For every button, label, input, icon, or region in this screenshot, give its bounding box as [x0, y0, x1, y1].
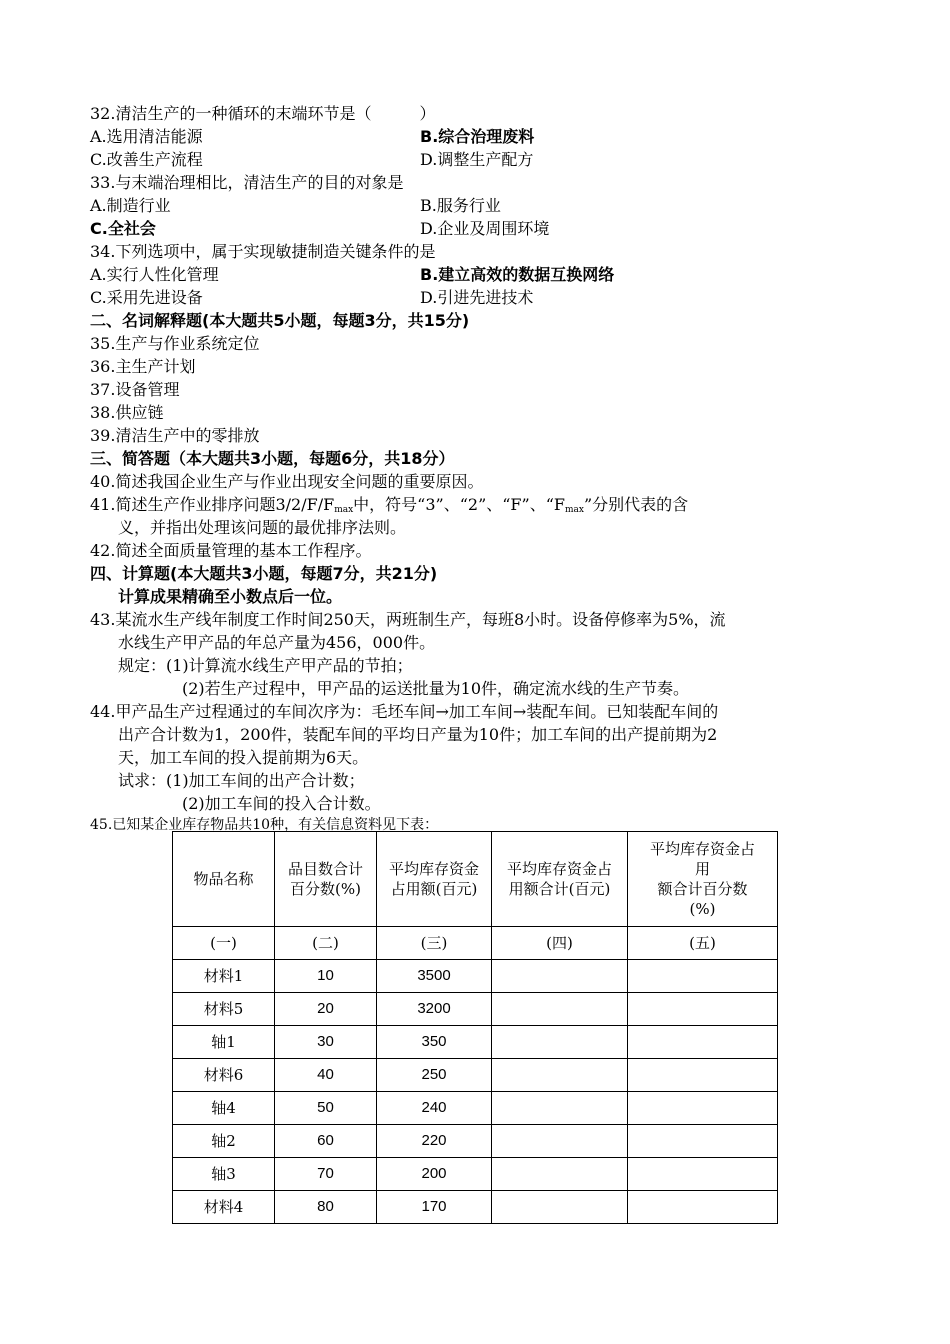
item-count-pct-cell: 70 [275, 1158, 377, 1191]
q38: 38.供应链 [90, 403, 164, 422]
table-row [173, 1059, 778, 1092]
header-text: 平均库存资金占 [649, 840, 755, 858]
q43-line2: 水线生产甲产品的年总产量为456，000件。 [118, 633, 436, 652]
q34-stem: 34.下列选项中，属于实现敏捷制造关键条件的是 [90, 242, 436, 261]
item-name-cell: 材料5 [173, 993, 275, 1026]
section-4-title: 四、计算题(本大题共3小题，每题7分，共21分) [90, 564, 438, 583]
q41-part-c: ”分别代表的含 [583, 495, 689, 514]
q41-line1 [90, 493, 870, 516]
q32-option-b: B.综合治理废料 [420, 127, 535, 146]
q44-line1: 44.甲产品生产过程通过的车间次序为：毛坯车间→加工车间→装配车间。已知装配车间的 [90, 702, 719, 721]
avg-inventory-cell: 350 [377, 1026, 492, 1059]
item-name-cell: 轴1 [173, 1026, 275, 1059]
table-row [173, 1026, 778, 1059]
cumulative-pct-cell [628, 1059, 778, 1092]
q33-option-a: A.制造行业 [90, 196, 171, 215]
section-4-note: 计算成果精确至小数点后一位。 [118, 587, 343, 606]
cumulative-pct-cell [628, 1125, 778, 1158]
q43-req2: (2)若生产过程中，甲产品的运送批量为10件，确定流水线的生产节奏。 [182, 679, 690, 698]
avg-inventory-cell: 250 [377, 1059, 492, 1092]
subheader-cell: (一) [173, 927, 275, 960]
header-text: 百分数(%) [290, 880, 361, 898]
avg-inventory-cell: 3500 [377, 960, 492, 993]
q32-option-a: A.选用清洁能源 [90, 127, 203, 146]
q33-option-c: C.全社会 [90, 219, 156, 238]
cumulative-cell [492, 960, 628, 993]
item-count-pct-cell: 20 [275, 993, 377, 1026]
q34-option-c: C.采用先进设备 [90, 288, 203, 307]
q32-options-cd [90, 148, 870, 171]
q40: 40.简述我国企业生产与作业出现安全问题的重要原因。 [90, 472, 484, 491]
inventory-table [172, 831, 778, 1224]
table-row [173, 1191, 778, 1224]
q33-option-b: B.服务行业 [420, 196, 501, 215]
q43-req1: 规定：(1)计算流水线生产甲产品的节拍； [118, 656, 413, 675]
q34-option-a: A.实行人性化管理 [90, 265, 219, 284]
subheader-cell: (五) [628, 927, 778, 960]
avg-inventory-cell: 200 [377, 1158, 492, 1191]
header-item-name [173, 832, 275, 927]
cumulative-cell [492, 1092, 628, 1125]
q32-stem: 32.清洁生产的一种循环的末端环节是（ ） [90, 104, 436, 123]
header-text: (%) [689, 900, 716, 918]
cumulative-pct-cell [628, 1158, 778, 1191]
avg-inventory-cell: 240 [377, 1092, 492, 1125]
subheader-cell: (二) [275, 927, 377, 960]
q33-options-cd [90, 217, 870, 240]
header-text: 额合计百分数 [657, 880, 748, 898]
item-count-pct-cell: 30 [275, 1026, 377, 1059]
cumulative-cell [492, 1125, 628, 1158]
table-row [173, 1125, 778, 1158]
q41-subscript-2: max [565, 505, 584, 515]
item-name-cell: 轴3 [173, 1158, 275, 1191]
q44-line2: 出产合计数为1，200件，装配车间的平均日产量为10件；加工车间的出产提前期为2 [118, 725, 718, 744]
table-row [173, 960, 778, 993]
cumulative-pct-cell [628, 1191, 778, 1224]
avg-inventory-cell: 170 [377, 1191, 492, 1224]
table-row [173, 1092, 778, 1125]
cumulative-cell [492, 1191, 628, 1224]
q34-option-b: B.建立高效的数据互换网络 [420, 265, 615, 284]
q34-option-d: D.引进先进技术 [420, 288, 534, 307]
section-2-title: 二、名词解释题(本大题共5小题，每题3分，共15分) [90, 311, 470, 330]
q36: 36.主生产计划 [90, 357, 196, 376]
q44-req1: 试求：(1)加工车间的出产合计数； [118, 771, 365, 790]
header-avg-inventory-pct [628, 832, 778, 927]
cumulative-pct-cell [628, 1026, 778, 1059]
subheader-cell: (四) [492, 927, 628, 960]
avg-inventory-cell: 3200 [377, 993, 492, 1026]
table-subheader-row [173, 927, 778, 960]
q35: 35.生产与作业系统定位 [90, 334, 260, 353]
item-count-pct-cell: 40 [275, 1059, 377, 1092]
item-name-cell: 材料1 [173, 960, 275, 993]
header-item-count-pct [275, 832, 377, 927]
exam-page [90, 102, 870, 835]
header-text: 用额合计(百元) [508, 880, 611, 898]
cumulative-cell [492, 1026, 628, 1059]
cumulative-cell [492, 1059, 628, 1092]
cumulative-pct-cell [628, 960, 778, 993]
item-count-pct-cell: 50 [275, 1092, 377, 1125]
q44-line3: 天，加工车间的投入提前期为6天。 [118, 748, 369, 767]
item-name-cell: 轴4 [173, 1092, 275, 1125]
q32-option-c: C.改善生产流程 [90, 150, 203, 169]
q32-options-ab [90, 125, 870, 148]
q41-subscript-1: max [334, 505, 354, 515]
q39: 39.清洁生产中的零排放 [90, 426, 260, 445]
q42: 42.简述全面质量管理的基本工作程序。 [90, 541, 372, 560]
cumulative-cell [492, 993, 628, 1026]
cumulative-pct-cell [628, 993, 778, 1026]
table-row [173, 993, 778, 1026]
item-count-pct-cell: 10 [275, 960, 377, 993]
q45-stem: 45.已知某企业库存物品共10种，有关信息资料见下表： [90, 817, 439, 833]
item-count-pct-cell: 60 [275, 1125, 377, 1158]
item-name-cell: 轴2 [173, 1125, 275, 1158]
q32-option-d: D.调整生产配方 [420, 150, 534, 169]
q41-part-a: 41.简述生产作业排序问题3/2/F/F [90, 495, 335, 514]
q41-line2: 义，并指出处理该问题的最优排序法则。 [118, 518, 407, 537]
header-avg-inventory-total [492, 832, 628, 927]
q33-option-d: D.企业及周围环境 [420, 219, 550, 238]
q33-stem: 33.与末端治理相比，清洁生产的目的对象是 [90, 173, 404, 192]
section-3-title: 三、简答题（本大题共3小题，每题6分，共18分） [90, 449, 455, 468]
table-header-row [173, 832, 778, 927]
header-text: 平均库存资金占 [506, 860, 612, 878]
cumulative-pct-cell [628, 1092, 778, 1125]
q34-options-ab [90, 263, 870, 286]
q44-req2: (2)加工车间的投入合计数。 [182, 794, 381, 813]
header-text: 平均库存资金 [388, 860, 479, 878]
header-text: 占用额(百元) [390, 880, 478, 898]
header-avg-inventory [377, 832, 492, 927]
q33-options-ab [90, 194, 870, 217]
item-name-cell: 材料4 [173, 1191, 275, 1224]
q34-options-cd [90, 286, 870, 309]
cumulative-cell [492, 1158, 628, 1191]
item-count-pct-cell: 80 [275, 1191, 377, 1224]
header-text: 物品名称 [193, 870, 254, 888]
table-row [173, 1158, 778, 1191]
item-name-cell: 材料6 [173, 1059, 275, 1092]
avg-inventory-cell: 220 [377, 1125, 492, 1158]
q43-line1: 43.某流水生产线年制度工作时间250天，两班制生产，每班8小时。设备停修率为5%，流 [90, 610, 726, 629]
q41-part-b: 中，符号“3”、“2”、“F”、“F [353, 495, 565, 514]
subheader-cell: (三) [377, 927, 492, 960]
header-text: 品目数合计 [287, 860, 363, 878]
q37: 37.设备管理 [90, 380, 180, 399]
header-text: 用 [694, 860, 710, 878]
